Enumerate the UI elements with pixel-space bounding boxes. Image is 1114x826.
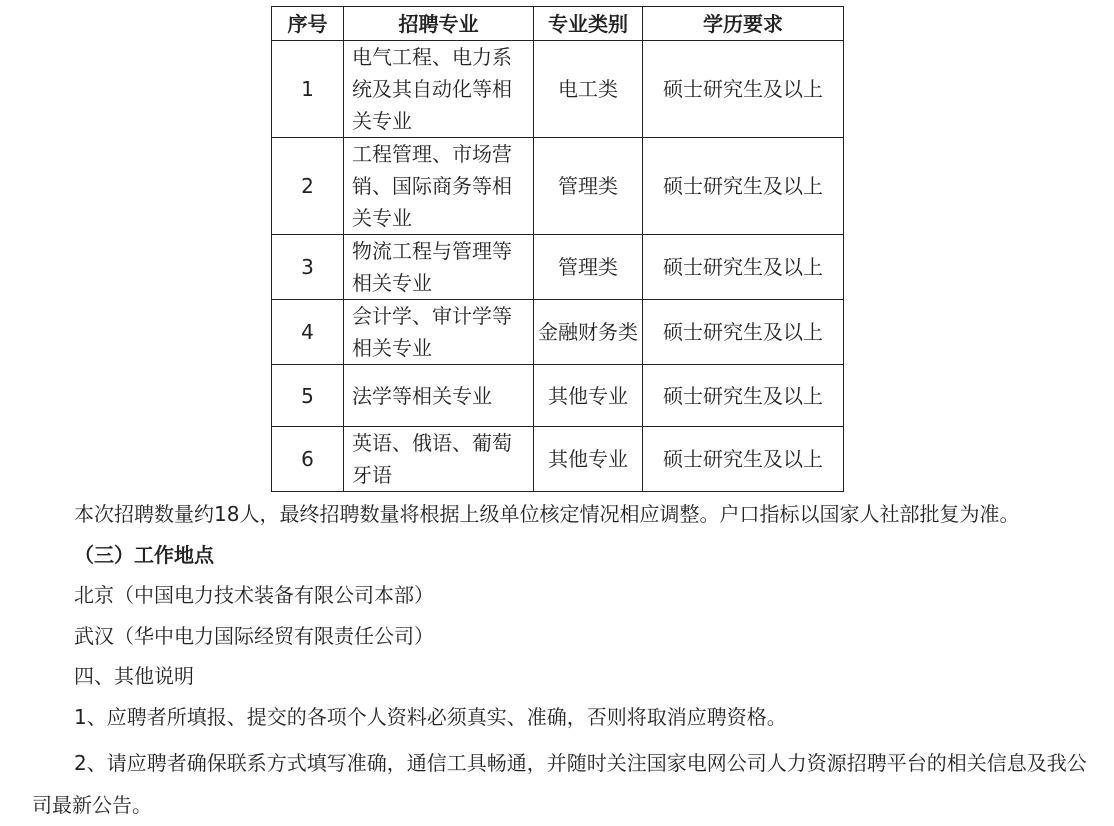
row-category: 管理类 — [534, 138, 643, 235]
table-row — [272, 365, 844, 427]
table-header-row — [272, 7, 844, 41]
recruitment-quota-text: 本次招聘数量约18人，最终招聘数量将根据上级单位核定情况相应调整。户口指标以国家人社部批复为准。 — [74, 502, 1020, 526]
row-major: 会计学、审计学等相关专业 — [344, 300, 534, 365]
table-row — [272, 235, 844, 300]
row-education: 硕士研究生及以上 — [643, 235, 844, 300]
row-major: 英语、俄语、葡萄牙语 — [344, 427, 534, 492]
table-row — [272, 41, 844, 138]
row-education: 硕士研究生及以上 — [643, 427, 844, 492]
recruitment-table — [271, 6, 844, 492]
row-no: 6 — [272, 427, 344, 492]
row-no: 4 — [272, 300, 344, 365]
location-wuhan: 武汉（华中电力国际经贸有限责任公司） — [74, 624, 434, 648]
row-major: 物流工程与管理等相关专业 — [344, 235, 534, 300]
row-education: 硕士研究生及以上 — [643, 300, 844, 365]
row-major: 工程管理、市场营销、国际商务等相关专业 — [344, 138, 534, 235]
row-category: 其他专业 — [534, 365, 643, 427]
work-location-heading: （三）工作地点 — [74, 543, 214, 567]
note-item-1: 1、应聘者所填报、提交的各项个人资料必须真实、准确，否则将取消应聘资格。 — [74, 705, 787, 729]
row-major: 法学等相关专业 — [344, 365, 534, 427]
other-notes-heading: 四、其他说明 — [74, 664, 194, 688]
row-category: 电工类 — [534, 41, 643, 138]
row-education: 硕士研究生及以上 — [643, 365, 844, 427]
location-beijing: 北京（中国电力技术装备有限公司本部） — [74, 583, 434, 607]
header-no: 序号 — [272, 7, 344, 41]
row-no: 5 — [272, 365, 344, 427]
header-major: 招聘专业 — [344, 7, 534, 41]
note-item-2: 2、请应聘者确保联系方式填写准确，通信工具畅通，并随时关注国家电网公司人力资源招聘平台的相关信息及我公司最新公告。 — [32, 751, 1087, 817]
row-category: 其他专业 — [534, 427, 643, 492]
row-category: 金融财务类 — [534, 300, 643, 365]
table-row — [272, 138, 844, 235]
header-category: 专业类别 — [534, 7, 643, 41]
row-category: 管理类 — [534, 235, 643, 300]
table-row — [272, 300, 844, 365]
header-education: 学历要求 — [643, 7, 844, 41]
row-major: 电气工程、电力系统及其自动化等相关专业 — [344, 41, 534, 138]
table-row — [272, 427, 844, 492]
row-no: 3 — [272, 235, 344, 300]
row-no: 1 — [272, 41, 344, 138]
row-education: 硕士研究生及以上 — [643, 41, 844, 138]
row-education: 硕士研究生及以上 — [643, 138, 844, 235]
row-no: 2 — [272, 138, 344, 235]
